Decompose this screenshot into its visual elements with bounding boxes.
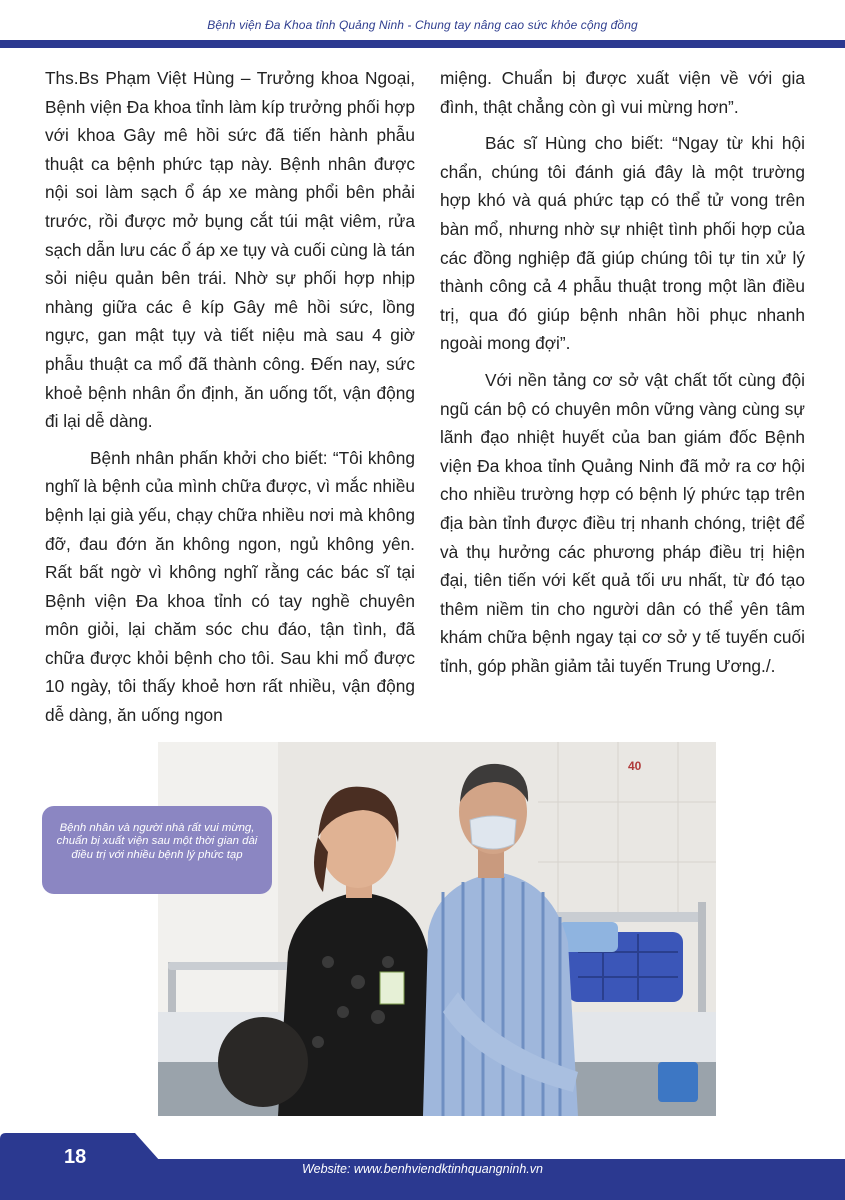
header-bar: [0, 40, 845, 48]
photo-illustration: [158, 742, 716, 1116]
page-header: [0, 0, 845, 48]
article-paragraph: Bệnh nhân phấn khởi cho biết: “Tôi không nghĩ là bệnh của mình chữa được, vì mắc nhiều bệnh lại già yếu, chạy chữa nhiều nơi mà không đỡ, đau đớn ăn không ngon, ngủ không yên. Rất bất ngờ vì không nghĩ rằng các bác sĩ tại Bệnh viện Đa khoa tỉnh có tay nghề chuyên môn giỏi, lại chăm sóc chu đáo, tận tình, đã chữa được khỏi bệnh cho tôi. Sau khi mổ được 10 ngày, tôi thấy khoẻ hơn rất nhiều, vận động dễ dàng, ăn uống ngon: [45, 447, 415, 726]
patient-photo: [158, 742, 716, 1116]
page-number: 18: [64, 1146, 87, 1168]
svg-text:40: 40: [628, 759, 642, 773]
article-paragraph: miệng. Chuẩn bị được xuất viện về với gia đình, thật chẳng còn gì vui mừng hơn”.: [440, 68, 805, 117]
footer-website: Website: www.benhviendktinhquangninh.vn: [302, 1162, 543, 1176]
article-paragraph: Với nền tảng cơ sở vật chất tốt cùng đội ngũ cán bộ có chuyên môn vững vàng cùng sự lãnh đạo nhiệt huyết của ban giám đốc Bệnh viện Đa khoa tỉnh Quảng Ninh đã mở ra cơ hội cho nhiều trường hợp có bệnh lý phức tạp trên địa bàn tỉnh được điều trị nhanh chóng, triệt để và thụ hưởng các phương pháp điều trị hiện đại, tiên tiến với kết quả tối ưu nhất, từ đó tạo thêm niềm tin cho người dân có thể yên tâm khám chữa bệnh ngay tại cơ sở y tế tuyến cuối tỉnh, góp phần giảm tải tuyến Trung Ương./.: [440, 369, 805, 676]
header-title: Bệnh viện Đa Khoa tỉnh Quảng Ninh - Chung tay nâng cao sức khỏe cộng đồng: [207, 18, 638, 32]
photo-caption: Bệnh nhân và người nhà rất vui mừng, chuẩn bị xuất viện sau một thời gian dài điều trị với nhiều bệnh lý phức tạp: [42, 806, 272, 894]
article-left-column: [45, 64, 415, 730]
article-paragraph: Ths.Bs Phạm Việt Hùng – Trưởng khoa Ngoại, Bệnh viện Đa khoa tỉnh làm kíp trưởng phối hợp với khoa Gây mê hồi sức đã tiến hành phẫu thuật ca bệnh phức tạp này. Bệnh nhân được nội soi làm sạch ổ áp xe màng phổi bên phải trước, rồi được mở bụng cắt túi mật viêm, rửa sạch dẫn lưu các ổ áp xe tụy và cuối cùng là tán sỏi niệu quản bên trái. Nhờ sự phối hợp nhịp nhàng giữa các ê kíp Gây mê hồi sức, lồng ngực, gan mật tụy và tiết niệu mà sau 4 giờ phẫu thuật ca mổ đã thành công. Đến nay, sức khoẻ bệnh nhân ổn định, ăn uống tốt, vận động đi lại dễ dàng.: [45, 68, 415, 432]
article-right-column: [440, 64, 805, 680]
article-paragraph: Bác sĩ Hùng cho biết: “Ngay từ khi hội chẩn, chúng tôi đánh giá đây là một trường hợp khó và quá phức tạp có thể tử vong trên bàn mổ, nhưng nhờ sự nhiệt tình phối hợp của các đồng nghiệp đã giúp chúng tôi tự tin xử lý thành công cả 4 phẫu thuật trong một lần điều trị, qua đó giúp bệnh nhân hồi phục nhanh ngoài mong đợi”.: [440, 133, 805, 354]
